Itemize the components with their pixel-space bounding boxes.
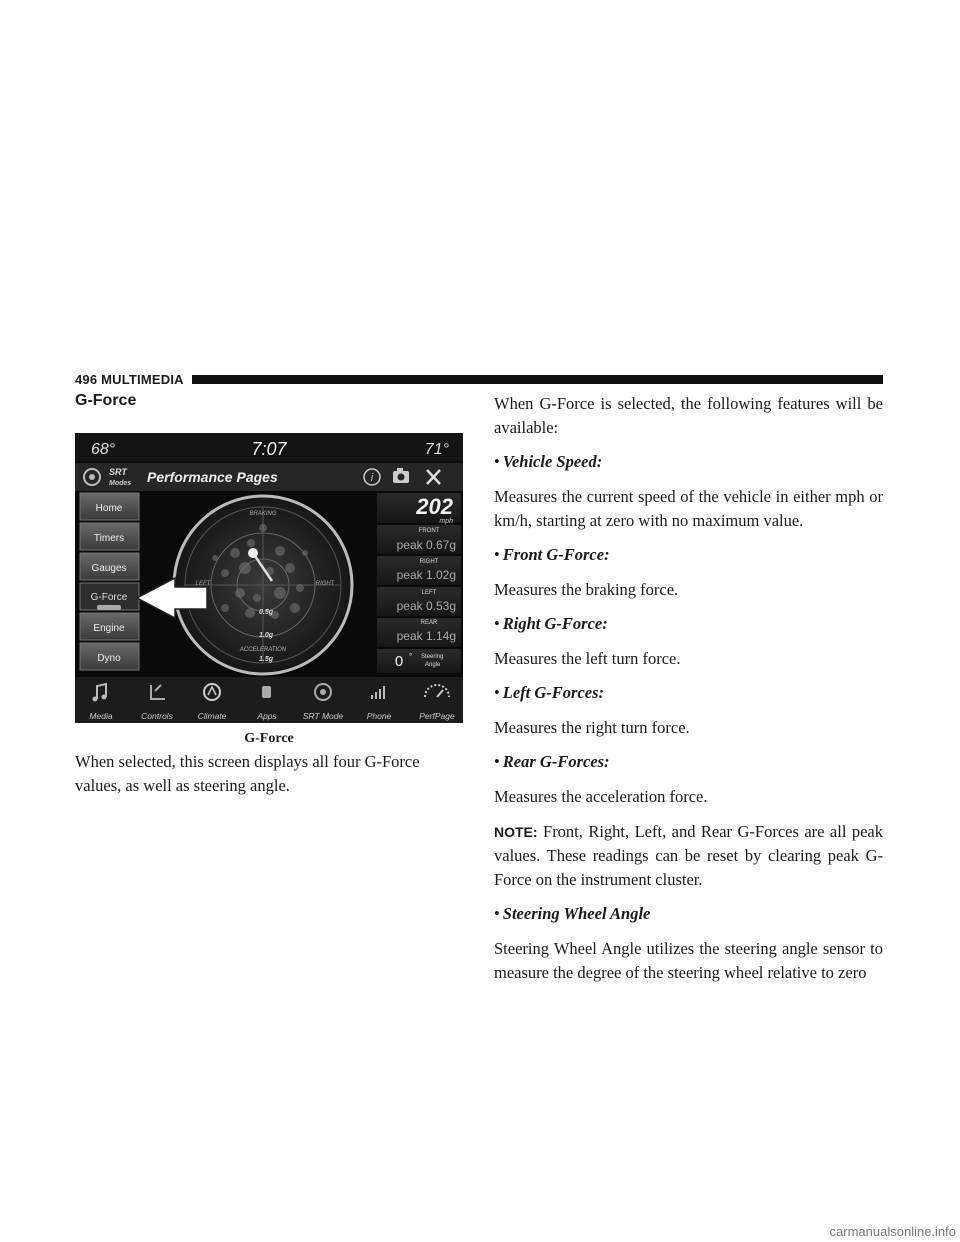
gforce-screenshot	[75, 433, 463, 723]
nav-label: SRT Mode	[302, 711, 344, 721]
bullet-heading: • Vehicle Speed:	[494, 452, 603, 471]
readout-value: peak 1.02g	[396, 568, 456, 582]
right-column	[494, 392, 883, 985]
dial-label-top: BRAKING	[249, 511, 277, 517]
ring-label: 1.5g	[258, 656, 274, 663]
readout-label: FRONT	[418, 528, 440, 534]
menu-label: Home	[95, 503, 123, 514]
nav-label: Apps	[257, 711, 277, 721]
logo-line1: SRT	[109, 467, 127, 477]
menu-label: Gauges	[91, 563, 127, 574]
note-label: NOTE:	[494, 824, 538, 840]
readout-value: peak 0.67g	[396, 538, 456, 552]
figure-caption: G-Force	[244, 731, 294, 746]
left-paragraph: When selected, this screen displays all four G-Force values, as well as steering angle.	[75, 752, 420, 795]
bullet-body: Steering Wheel Angle utilizes the steering angle sensor to measure the degree of the steering wheel relative to zero	[494, 939, 883, 982]
menu-button-gauges[interactable]	[80, 553, 139, 580]
menu-label: G-Force	[90, 592, 128, 603]
running-header	[75, 372, 883, 386]
menu-label: Timers	[93, 533, 125, 544]
status-temp-left: 68°	[91, 441, 116, 458]
intro-paragraph: When G-Force is selected, the following features will be available:	[494, 394, 883, 437]
bullet-body: Measures the acceleration force.	[494, 787, 708, 806]
note-text: Front, Right, Left, and Rear G-Forces are all peak values. These readings can be reset by clearing peak G-Force on the instrument cluster.	[494, 822, 884, 889]
nav-label: Media	[89, 711, 113, 721]
speed-unit: mph	[439, 518, 453, 525]
bullet-body: Measures the current speed of the vehicle in either mph or km/h, starting at zero with no maximum value.	[494, 487, 883, 530]
logo-line2: Modes	[109, 480, 132, 487]
topbar-title: Performance Pages	[147, 469, 278, 485]
bullet-body: Measures the braking force.	[494, 580, 679, 599]
gforce-dial	[174, 496, 352, 674]
apps-icon	[262, 686, 271, 698]
speed-value: 202	[416, 494, 453, 519]
readout-label: LEFT	[421, 590, 437, 596]
header-text: 496 MULTIMEDIA	[75, 371, 184, 387]
watermark: carmanualsonline.info	[750, 1222, 960, 1242]
bullet-body: Measures the right turn force.	[494, 718, 690, 737]
menu-button-engine[interactable]	[80, 613, 139, 640]
dial-label-left: LEFT	[195, 581, 211, 587]
menu-button-gforce[interactable]	[80, 583, 139, 610]
menu-button-timers[interactable]	[80, 523, 139, 550]
bullet-heading: • Left G-Forces:	[494, 683, 605, 702]
readout-value: peak 0.53g	[396, 599, 456, 613]
menu-button-home[interactable]	[80, 493, 139, 520]
status-temp-right: 71°	[424, 441, 449, 458]
dial-label-bottom: ACCELERATION	[239, 647, 287, 653]
menu-label: Dyno	[97, 653, 121, 664]
steering-unit: °	[409, 652, 413, 661]
status-time: 7:07	[251, 439, 287, 459]
nav-label: Controls	[141, 711, 173, 721]
note-paragraph	[494, 820, 883, 892]
steering-label: Angle	[425, 662, 441, 668]
bullet-heading: • Steering Wheel Angle	[494, 904, 651, 923]
steering-label: Steering	[421, 654, 444, 660]
section-title: G-Force	[75, 392, 137, 409]
readout-label: REAR	[420, 620, 438, 626]
ring-label: 0.5g	[258, 609, 274, 616]
ring-label: 1.0g	[258, 632, 274, 639]
header-rule	[192, 375, 883, 384]
bullet-heading: • Rear G-Forces:	[494, 752, 610, 771]
nav-label: PerfPage	[419, 711, 455, 721]
bullet-body: Measures the left turn force.	[494, 649, 681, 668]
bullet-heading: • Front G-Force:	[494, 545, 610, 564]
readout-label: RIGHT	[419, 559, 439, 565]
nav-label: Phone	[366, 711, 392, 721]
svg-text:i: i	[370, 472, 374, 484]
bullet-heading: • Right G-Force:	[494, 614, 608, 633]
dial-label-right: RIGHT	[315, 581, 335, 587]
readout-value: peak 1.14g	[396, 629, 456, 643]
menu-button-dyno[interactable]	[80, 643, 139, 670]
steering-value: 0	[394, 653, 404, 670]
menu-label: Engine	[93, 623, 125, 634]
nav-label: Climate	[197, 711, 227, 721]
